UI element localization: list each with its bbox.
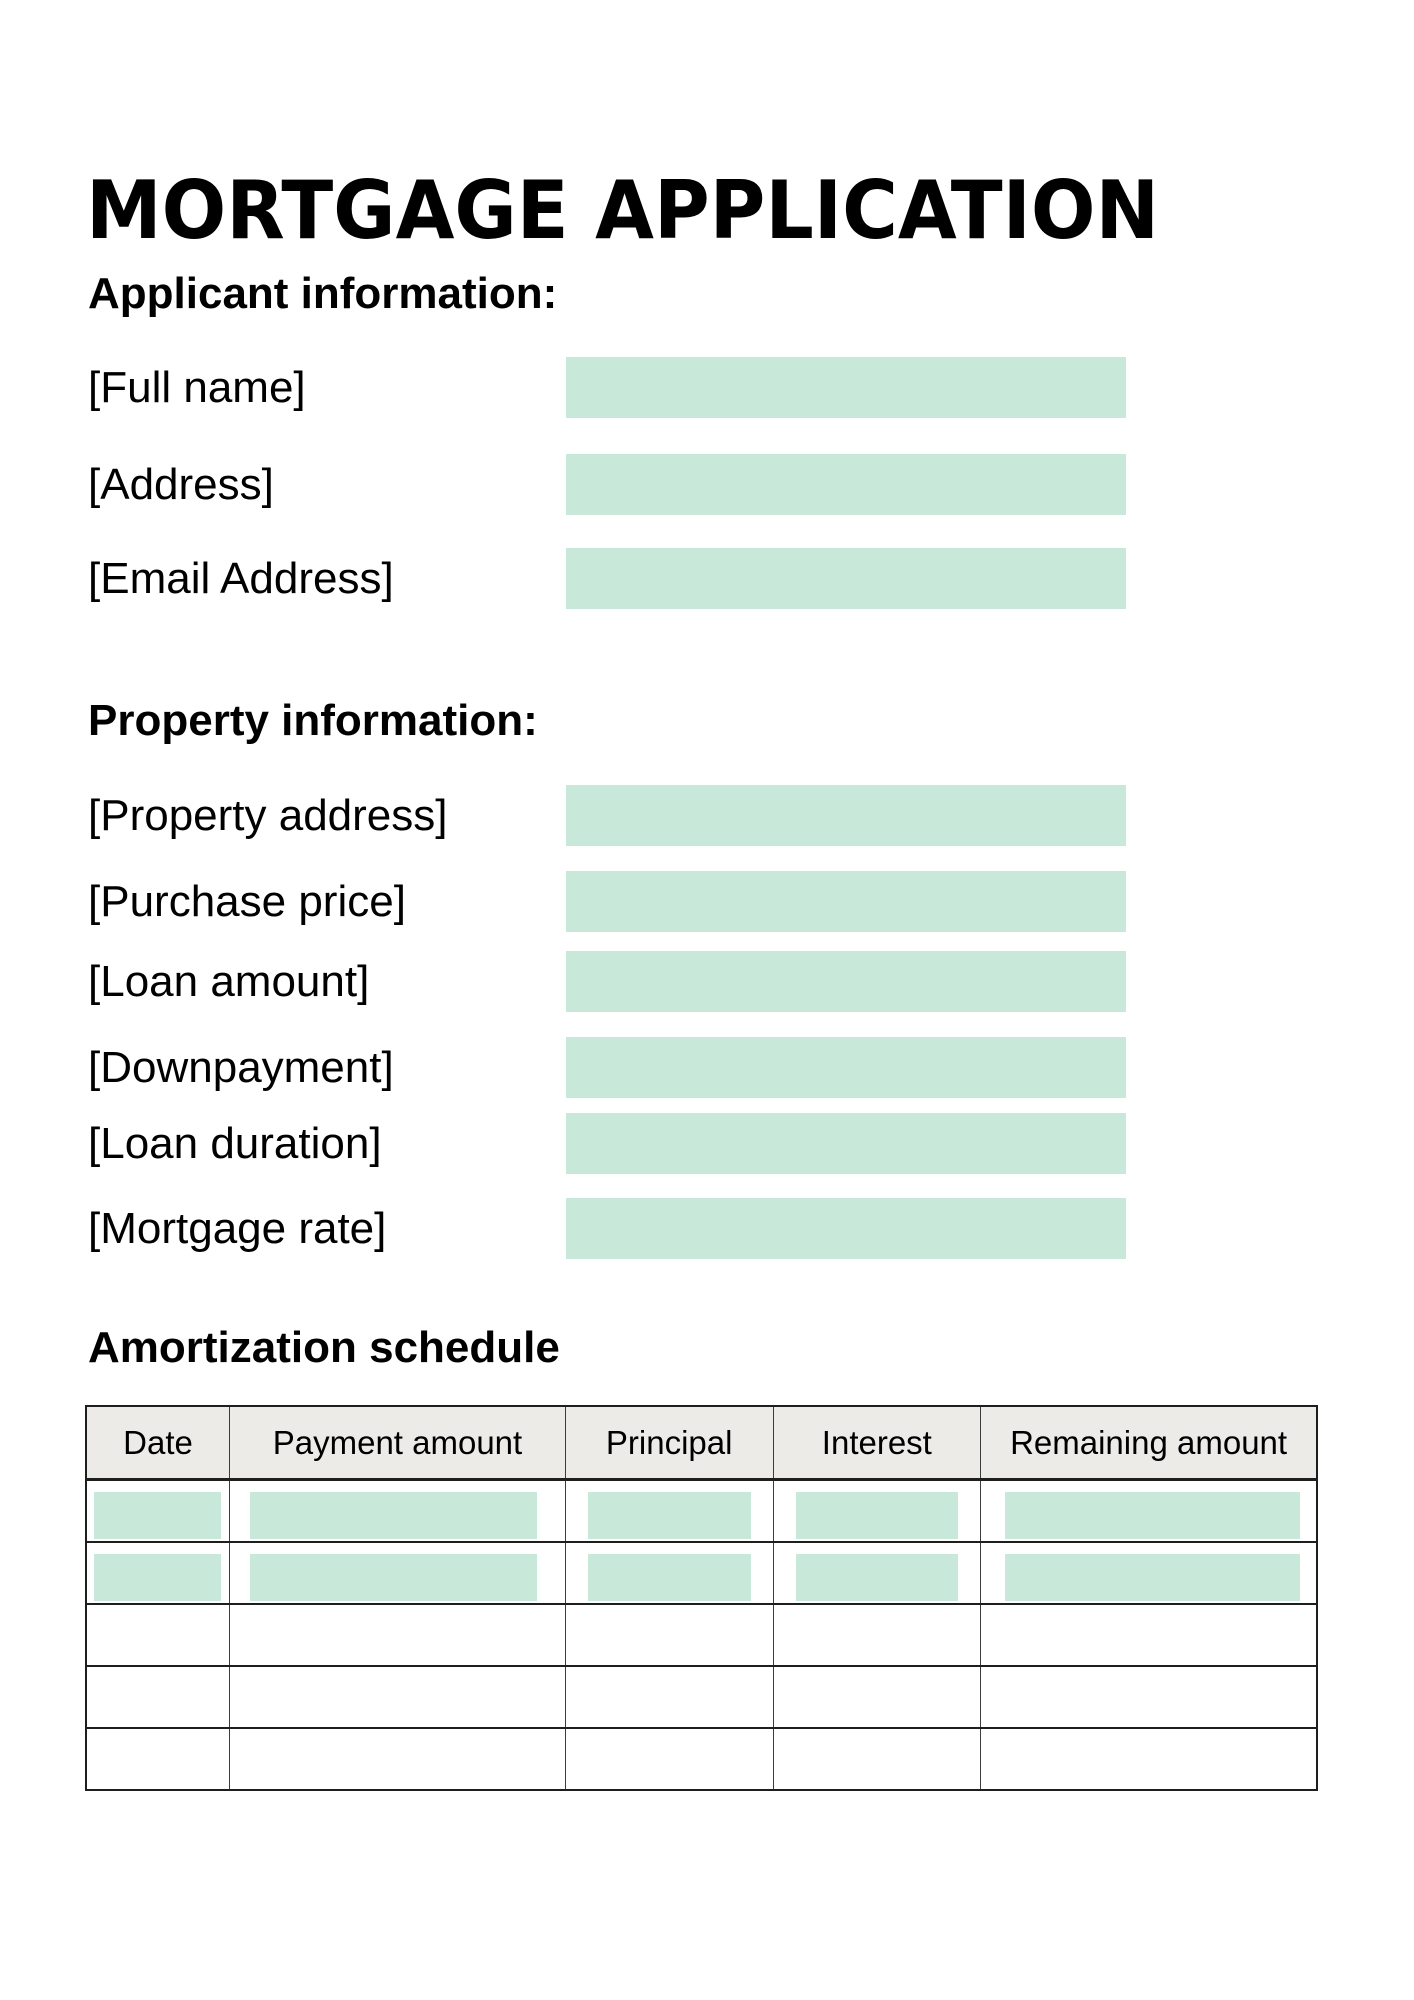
table-cell[interactable] xyxy=(773,1666,981,1728)
downpayment-input[interactable] xyxy=(566,1037,1126,1098)
page-title: MORTGAGE APPLICATION xyxy=(86,163,1160,257)
table-cell[interactable] xyxy=(230,1604,566,1666)
full-name-input[interactable] xyxy=(566,357,1126,418)
table-cell[interactable] xyxy=(981,1604,1317,1666)
cell-fill-payment[interactable] xyxy=(250,1554,537,1601)
field-row-loan-duration xyxy=(0,1113,1414,1174)
table-cell[interactable] xyxy=(773,1604,981,1666)
table-cell[interactable] xyxy=(565,1666,773,1728)
field-row-downpayment xyxy=(0,1037,1414,1098)
amortization-section-heading: Amortization schedule xyxy=(88,1323,560,1372)
table-cell[interactable] xyxy=(773,1728,981,1790)
table-cell xyxy=(773,1480,981,1543)
cell-fill-principal[interactable] xyxy=(588,1492,751,1539)
loan-duration-input[interactable] xyxy=(566,1113,1126,1174)
table-cell xyxy=(565,1480,773,1543)
email-address-input[interactable] xyxy=(566,548,1126,609)
table-row xyxy=(86,1728,1317,1790)
field-row-mortgage-rate xyxy=(0,1198,1414,1259)
column-header-interest: Interest xyxy=(773,1406,981,1480)
cell-fill-interest[interactable] xyxy=(796,1554,959,1601)
table-cell xyxy=(773,1542,981,1604)
field-row-purchase-price xyxy=(0,871,1414,932)
cell-fill-interest[interactable] xyxy=(796,1492,959,1539)
column-header-principal: Principal xyxy=(565,1406,773,1480)
cell-fill-remaining[interactable] xyxy=(1005,1554,1300,1601)
email-address-label: [Email Address] xyxy=(88,554,394,603)
table-cell[interactable] xyxy=(230,1728,566,1790)
field-row-address xyxy=(0,454,1414,515)
full-name-label: [Full name] xyxy=(88,363,306,412)
applicant-section-heading: Applicant information: xyxy=(88,269,558,318)
loan-duration-label: [Loan duration] xyxy=(88,1119,382,1168)
table-cell[interactable] xyxy=(86,1604,230,1666)
purchase-price-label: [Purchase price] xyxy=(88,877,406,926)
table-cell[interactable] xyxy=(565,1728,773,1790)
cell-fill-remaining[interactable] xyxy=(1005,1492,1300,1539)
table-cell xyxy=(981,1542,1317,1604)
downpayment-label: [Downpayment] xyxy=(88,1043,394,1092)
table-row xyxy=(86,1480,1317,1543)
column-header-date: Date xyxy=(86,1406,230,1480)
table-cell xyxy=(86,1480,230,1543)
address-label: [Address] xyxy=(88,460,274,509)
purchase-price-input[interactable] xyxy=(566,871,1126,932)
table-cell[interactable] xyxy=(86,1728,230,1790)
table-row xyxy=(86,1542,1317,1604)
table-cell xyxy=(230,1480,566,1543)
cell-fill-principal[interactable] xyxy=(588,1554,751,1601)
table-header-row xyxy=(86,1406,1317,1480)
cell-fill-date[interactable] xyxy=(94,1554,221,1601)
table-cell[interactable] xyxy=(981,1728,1317,1790)
property-address-label: [Property address] xyxy=(88,791,448,840)
table-cell[interactable] xyxy=(86,1666,230,1728)
table-cell xyxy=(981,1480,1317,1543)
table-row xyxy=(86,1666,1317,1728)
property-address-input[interactable] xyxy=(566,785,1126,846)
cell-fill-payment[interactable] xyxy=(250,1492,537,1539)
address-input[interactable] xyxy=(566,454,1126,515)
field-row-loan-amount xyxy=(0,951,1414,1012)
mortgage-rate-input[interactable] xyxy=(566,1198,1126,1259)
table-cell[interactable] xyxy=(230,1666,566,1728)
field-row-property-address xyxy=(0,785,1414,846)
table-cell xyxy=(230,1542,566,1604)
table-cell[interactable] xyxy=(565,1604,773,1666)
mortgage-rate-label: [Mortgage rate] xyxy=(88,1204,387,1253)
amortization-table xyxy=(85,1405,1318,1791)
property-section-heading: Property information: xyxy=(88,696,538,745)
table-cell[interactable] xyxy=(981,1666,1317,1728)
field-row-email-address xyxy=(0,548,1414,609)
field-row-full-name xyxy=(0,357,1414,418)
column-header-payment-amount: Payment amount xyxy=(230,1406,566,1480)
loan-amount-label: [Loan amount] xyxy=(88,957,370,1006)
table-cell xyxy=(86,1542,230,1604)
table-cell xyxy=(565,1542,773,1604)
table-row xyxy=(86,1604,1317,1666)
cell-fill-date[interactable] xyxy=(94,1492,221,1539)
loan-amount-input[interactable] xyxy=(566,951,1126,1012)
column-header-remaining-amount: Remaining amount xyxy=(981,1406,1317,1480)
